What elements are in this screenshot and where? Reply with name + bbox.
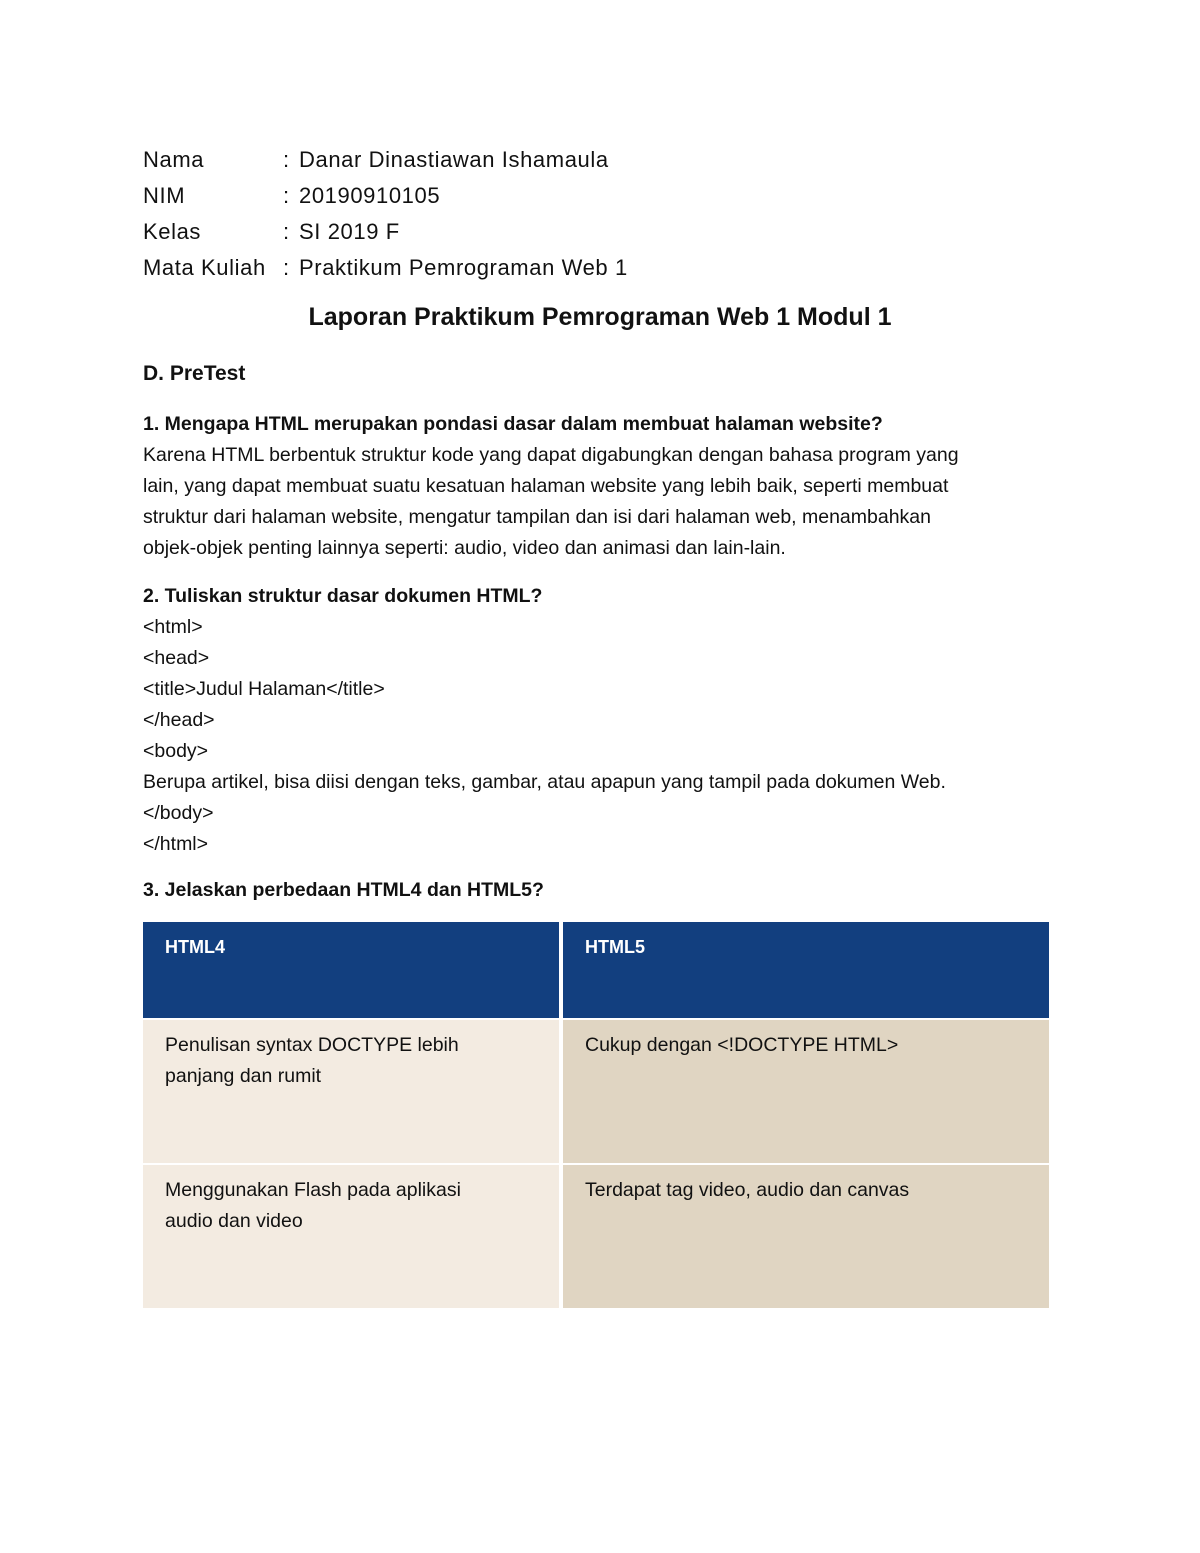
question-1-text: 1. Mengapa HTML merupakan pondasi dasar dalam membuat halaman website? <box>143 413 883 435</box>
table-header-html5: HTML5 <box>563 922 1049 1018</box>
table-cell-line: Terdapat tag video, audio dan canvas <box>585 1179 910 1201</box>
answer-2-line: <html> <box>143 616 203 638</box>
answer-1-line: struktur dari halaman website, mengatur tampilan dan isi dari halaman web, menambahkan <box>143 506 931 528</box>
identity-separator: : <box>283 183 290 208</box>
identity-label: Kelas <box>143 219 202 244</box>
table-header-html4: HTML4 <box>143 922 559 1018</box>
answer-2-line: <body> <box>143 740 209 762</box>
identity-value: Danar Dinastiawan Ishamaula <box>299 147 609 172</box>
answer-2-line: <head> <box>143 647 210 669</box>
table-cell-line: panjang dan rumit <box>165 1065 322 1087</box>
table-cell <box>563 1165 1049 1308</box>
table-cell-line: Penulisan syntax DOCTYPE lebih <box>165 1034 459 1056</box>
answer-1-line: lain, yang dapat membuat suatu kesatuan halaman website yang lebih baik, seperti membuat <box>143 475 949 497</box>
answer-1-line: Karena HTML berbentuk struktur kode yang dapat digabungkan dengan bahasa program yang <box>143 444 959 466</box>
identity-value: SI 2019 F <box>299 219 400 244</box>
identity-value: Praktikum Pemrograman Web 1 <box>299 255 628 280</box>
table-cell-line: Menggunakan Flash pada aplikasi <box>165 1179 461 1201</box>
document-title: Laporan Praktikum Pemrograman Web 1 Modul 1 <box>308 303 892 331</box>
answer-2-line: </html> <box>143 833 209 855</box>
identity-separator: : <box>283 255 290 280</box>
question-1-block <box>143 409 1058 564</box>
question-3-block <box>143 875 1058 906</box>
comparison-table <box>143 922 1049 1308</box>
question-2-text: 2. Tuliskan struktur dasar dokumen HTML? <box>143 585 543 607</box>
table-cell-line: Cukup dengan <!DOCTYPE HTML> <box>585 1034 899 1056</box>
identity-label: NIM <box>143 183 186 208</box>
table-cell <box>143 1020 559 1163</box>
identity-separator: : <box>283 219 290 244</box>
identity-separator: : <box>283 147 290 172</box>
answer-1-line: objek-objek penting lainnya seperti: audio, video dan animasi dan lain-lain. <box>143 537 786 559</box>
answer-2-line: </head> <box>143 709 215 731</box>
section-heading: D. PreTest <box>143 362 246 385</box>
answer-2-line: <title>Judul Halaman</title> <box>143 678 385 700</box>
identity-row-nama <box>143 142 843 178</box>
answer-2-line: </body> <box>143 802 214 824</box>
identity-row-mata-kuliah <box>143 250 843 286</box>
identity-row-nim <box>143 178 843 214</box>
table-cell-line: audio dan video <box>165 1210 303 1232</box>
table-cell <box>563 1020 1049 1163</box>
answer-2-line: Berupa artikel, bisa diisi dengan teks, gambar, atau apapun yang tampil pada dokumen Web. <box>143 771 946 793</box>
question-2-block <box>143 581 1058 860</box>
identity-value: 20190910105 <box>299 183 441 208</box>
identity-row-kelas <box>143 214 843 250</box>
identity-label: Nama <box>143 147 205 172</box>
question-3-text: 3. Jelaskan perbedaan HTML4 dan HTML5? <box>143 879 544 901</box>
identity-label: Mata Kuliah <box>143 255 266 280</box>
identity-block <box>143 142 843 286</box>
table-cell <box>143 1165 559 1308</box>
